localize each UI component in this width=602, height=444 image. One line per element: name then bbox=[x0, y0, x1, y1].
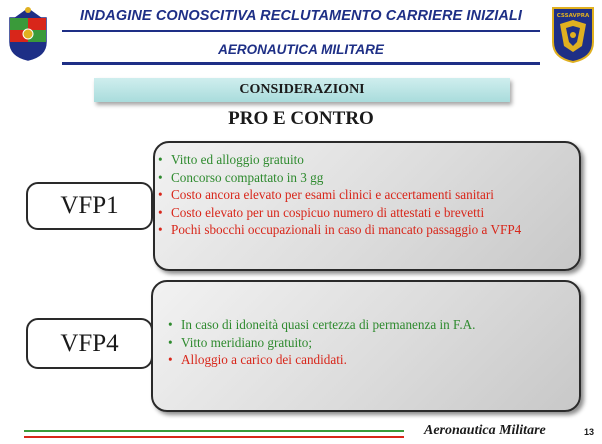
cssavpra-emblem-logo bbox=[550, 4, 596, 64]
footer-line-green bbox=[24, 430, 404, 432]
header-title: INDAGINE CONOSCITIVA RECLUTAMENTO CARRIERE INIZIALI bbox=[80, 8, 522, 24]
considerazioni-banner: CONSIDERAZIONI bbox=[94, 78, 510, 102]
emblem-text: CSSAVPRA bbox=[556, 13, 590, 19]
header-subtitle: AERONAUTICA MILITARE bbox=[218, 42, 384, 57]
aeronautica-crest-logo bbox=[6, 4, 50, 62]
page-number: 13 bbox=[584, 427, 595, 437]
vfp1-list bbox=[158, 151, 570, 239]
list-item-contro: • Costo ancora elevato per esami clinici e accertamenti sanitari bbox=[158, 186, 570, 204]
vfp1-label: VFP1 bbox=[26, 182, 153, 230]
footer-line-red bbox=[24, 436, 404, 438]
list-item-contro: • Alloggio a carico dei candidati. bbox=[168, 351, 568, 369]
list-item-contro: • Pochi sbocchi occupazionali in caso di mancato passaggio a VFP4 bbox=[158, 221, 570, 239]
list-item-pro: • Vitto ed alloggio gratuito bbox=[158, 151, 570, 169]
header-underline bbox=[62, 62, 540, 65]
footer-text: Aeronautica Militare bbox=[424, 423, 546, 438]
vfp4-list bbox=[168, 316, 568, 369]
list-item-pro: • Vitto meridiano gratuito; bbox=[168, 334, 568, 352]
section-title: PRO E CONTRO bbox=[228, 108, 374, 129]
list-item-pro: • In caso di idoneità quasi certezza di permanenza in F.A. bbox=[168, 316, 568, 334]
list-item-pro: • Concorso compattato in 3 gg bbox=[158, 169, 570, 187]
vfp4-label: VFP4 bbox=[26, 318, 153, 369]
list-item-contro: • Costo elevato per un cospicuo numero di attestati e brevetti bbox=[158, 204, 570, 222]
header-divider bbox=[62, 30, 540, 32]
